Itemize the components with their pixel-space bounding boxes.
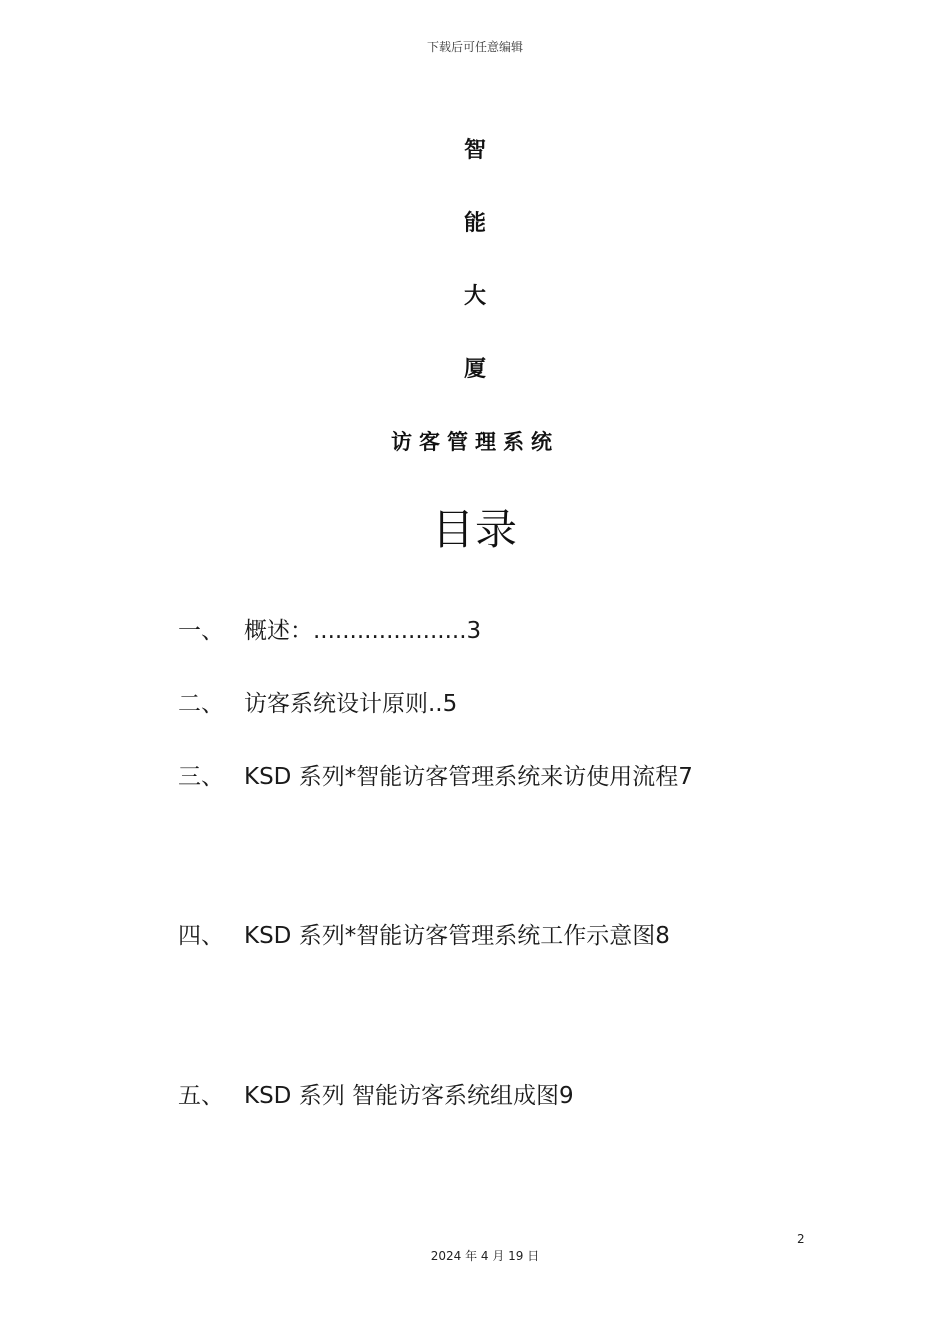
title-char-2: 能	[463, 211, 486, 236]
toc-entry-number: 一、	[178, 618, 224, 644]
title-char-3: 大	[463, 284, 486, 309]
title-char-4: 厦	[463, 357, 486, 382]
toc-entry-number: 四、	[178, 923, 224, 949]
toc-entry-text: 概述：.....................3	[244, 618, 482, 644]
footer-date: 2024 年 4 月 19 日	[430, 1249, 540, 1263]
toc-entry-text: KSD 系列*智能访客管理系统工作示意图8	[244, 923, 670, 949]
page-number: 2	[797, 1232, 805, 1246]
toc-entry-number: 三、	[178, 764, 224, 790]
toc-heading: 目录	[431, 505, 518, 554]
title-char-1: 智	[463, 138, 486, 163]
toc-entry-text: KSD 系列 智能访客系统组成图9	[244, 1083, 574, 1109]
document-subtitle: 访客管理系统	[391, 430, 559, 454]
toc-entry-text: 访客系统设计原则..5	[244, 691, 458, 717]
toc-entry-number: 五、	[178, 1083, 224, 1109]
toc-entry-number: 二、	[178, 691, 224, 717]
toc-entry-text: KSD 系列*智能访客管理系统来访使用流程7	[244, 764, 693, 790]
header-note: 下载后可任意编辑	[426, 40, 523, 54]
